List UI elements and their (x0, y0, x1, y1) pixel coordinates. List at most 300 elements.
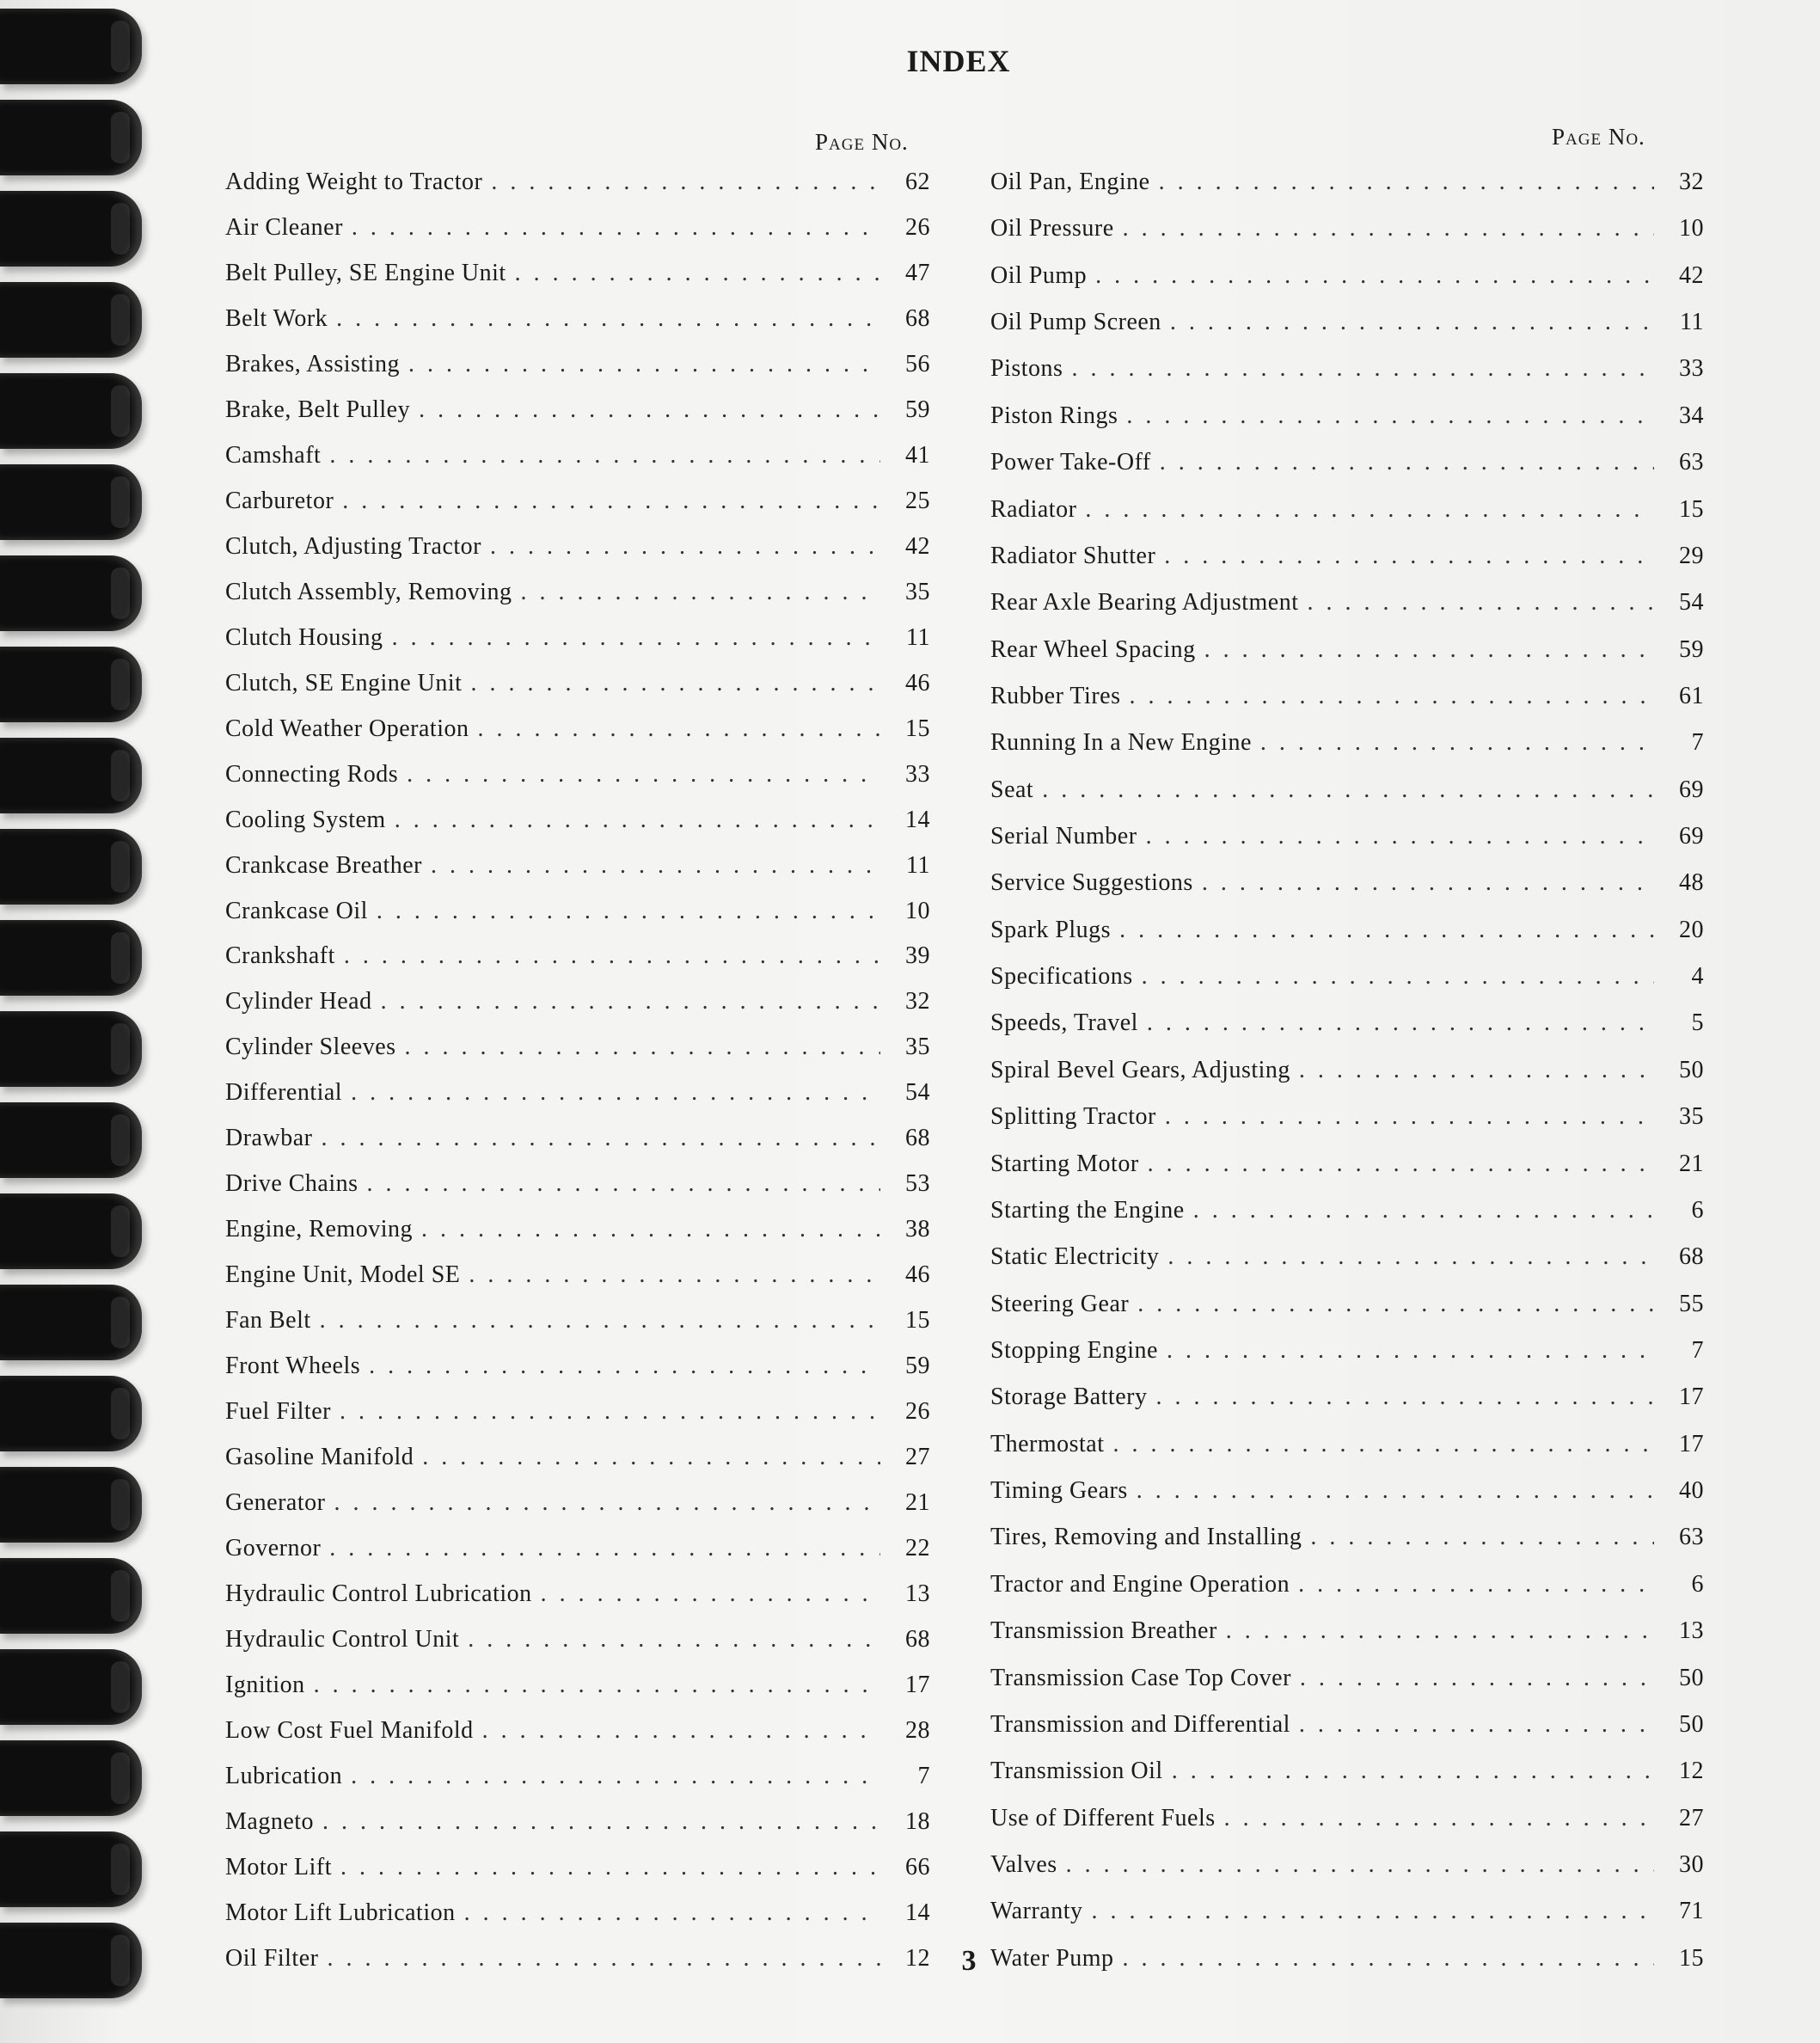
index-entry-page: 71 (1679, 1898, 1704, 1925)
index-entry-page: 33 (1679, 355, 1704, 383)
index-entry-label: Camshaft (225, 441, 322, 469)
index-entry-page: 27 (905, 1444, 930, 1471)
index-entry (225, 1530, 930, 1568)
dot-leader (491, 163, 880, 201)
binding-coil (0, 1558, 142, 1634)
dot-leader (1155, 1378, 1654, 1416)
index-entry (990, 1192, 1704, 1230)
index-entry-page: 32 (905, 988, 930, 1015)
dot-leader (1167, 1332, 1654, 1370)
index-entry-label: Oil Pump Screen (990, 309, 1161, 336)
index-entry (225, 1165, 930, 1203)
index-entry-page: 66 (905, 1853, 930, 1880)
index-entry (225, 437, 930, 475)
dot-leader (407, 756, 880, 794)
dot-leader (1260, 724, 1654, 762)
index-entry (990, 1004, 1704, 1042)
index-entry-page: 20 (1679, 916, 1704, 943)
binding-coil (0, 191, 142, 267)
index-entry-label: Crankcase Breather (225, 851, 422, 879)
index-entry-label: Steering Gear (990, 1290, 1130, 1317)
index-entry-label: Static Electricity (990, 1243, 1160, 1271)
index-entry-label: Running In a New Engine (990, 729, 1252, 757)
index-entry-label: Clutch, Adjusting Tractor (225, 532, 481, 560)
index-entry-page: 27 (1679, 1804, 1704, 1831)
index-entry (990, 444, 1704, 482)
index-entry-label: Oil Filter (225, 1944, 319, 1972)
dot-leader (320, 1302, 880, 1340)
dot-leader (340, 1849, 880, 1887)
index-entry-label: Front Wheels (225, 1353, 361, 1380)
dot-leader (1224, 1800, 1654, 1837)
index-entry (990, 958, 1704, 996)
index-entry-label: Clutch Housing (225, 623, 383, 651)
index-entry-page: 33 (905, 760, 930, 788)
index-entry-label: Cold Weather Operation (225, 715, 469, 742)
index-entry (990, 1706, 1704, 1744)
binding-coil (0, 555, 142, 631)
index-entry-page: 15 (1679, 1944, 1704, 1972)
index-entry-label: Tires, Removing and Installing (990, 1524, 1302, 1551)
dot-leader (464, 1894, 880, 1932)
index-entry-page: 69 (1679, 776, 1704, 803)
dot-leader (1066, 1846, 1654, 1884)
index-entry (990, 678, 1704, 715)
index-entry-page: 26 (905, 1398, 930, 1426)
index-entry (225, 482, 930, 520)
index-entry (225, 346, 930, 383)
index-entry-label: Valves (990, 1850, 1057, 1878)
index-entry-page: 34 (1679, 402, 1704, 429)
index-entry-page: 41 (905, 441, 930, 469)
dot-leader (408, 346, 880, 383)
index-entry-page: 15 (905, 1307, 930, 1334)
dot-leader (541, 1575, 880, 1613)
dot-leader (352, 209, 880, 247)
index-entry-page: 22 (905, 1535, 930, 1562)
index-entry (225, 1666, 930, 1704)
index-entry-label: Ignition (225, 1671, 305, 1698)
binding-coil (0, 1649, 142, 1725)
index-entry-label: Speeds, Travel (990, 1009, 1138, 1037)
index-entry-page: 62 (905, 169, 930, 195)
dot-leader (1170, 304, 1654, 341)
index-entry-page: 48 (1679, 869, 1704, 897)
index-entry (990, 818, 1704, 856)
index-entry-page: 14 (905, 1899, 930, 1926)
dot-leader (1310, 1518, 1654, 1556)
index-entry-page: 55 (1679, 1290, 1704, 1317)
dot-leader (329, 437, 880, 475)
index-entry (225, 1347, 930, 1385)
dot-leader (340, 1393, 880, 1431)
index-entry (225, 983, 930, 1021)
index-entry (225, 1758, 930, 1795)
index-entry-label: Warranty (990, 1898, 1083, 1925)
index-entry-page: 59 (1679, 635, 1704, 663)
index-entry-page: 42 (1679, 261, 1704, 289)
dot-leader (322, 1803, 880, 1841)
index-entry-page: 47 (905, 259, 930, 286)
dot-leader (1123, 210, 1654, 248)
index-entry-label: Air Cleaner (225, 213, 343, 241)
index-entry-label: Oil Pan, Engine (990, 169, 1150, 195)
index-entry-label: Cooling System (225, 806, 386, 833)
index-entry-label: Drawbar (225, 1125, 313, 1152)
index-entry-page: 35 (905, 1034, 930, 1061)
index-entry-label: Starting Motor (990, 1150, 1139, 1177)
index-entry-page: 12 (905, 1944, 930, 1972)
spiral-binding (0, 0, 163, 2043)
binding-coil (0, 100, 142, 175)
index-entry (990, 1518, 1704, 1556)
index-entry-label: Transmission Breather (990, 1617, 1217, 1645)
index-entry-label: Differential (225, 1079, 343, 1107)
index-entry (990, 1426, 1704, 1463)
index-entry-page: 11 (906, 851, 930, 879)
index-entry-page: 7 (1691, 729, 1704, 757)
index-entry-page: 12 (1679, 1758, 1704, 1785)
index-entry (990, 257, 1704, 295)
index-entry-label: Piston Rings (990, 402, 1118, 429)
index-entry (225, 574, 930, 611)
index-entry-label: Radiator Shutter (990, 542, 1156, 569)
index-entry-page: 6 (1691, 1570, 1704, 1598)
index-entry (990, 1145, 1704, 1183)
index-entry (990, 210, 1704, 248)
index-entry-label: Starting the Engine (990, 1196, 1185, 1224)
index-entry-label: Use of Different Fuels (990, 1804, 1216, 1831)
index-entry-page: 35 (1679, 1103, 1704, 1131)
index-entry-page: 11 (1680, 309, 1704, 336)
binding-coil (0, 1193, 142, 1269)
index-entry (225, 1894, 930, 1932)
dot-leader (1204, 631, 1654, 669)
index-entry (225, 1849, 930, 1887)
index-entry (990, 911, 1704, 949)
dot-leader (342, 482, 880, 520)
index-entry-page: 6 (1691, 1196, 1704, 1224)
index-entry (990, 724, 1704, 762)
index-entry-label: Storage Battery (990, 1383, 1148, 1411)
index-entry (225, 1120, 930, 1157)
dot-leader (1091, 1893, 1654, 1930)
dot-leader (477, 710, 880, 748)
index-entry-label: Clutch, SE Engine Unit (225, 669, 463, 696)
index-entry (225, 801, 930, 839)
index-entry (990, 1752, 1704, 1790)
dot-leader (1129, 678, 1654, 715)
index-entry (225, 1393, 930, 1431)
index-entry (225, 1256, 930, 1294)
index-entry (225, 893, 930, 930)
index-entry-page: 26 (905, 213, 930, 241)
index-entry (225, 847, 930, 885)
index-entry-page: 50 (1679, 1056, 1704, 1083)
dot-leader (469, 1256, 880, 1294)
binding-coil (0, 738, 142, 813)
binding-coil (0, 1467, 142, 1543)
index-entry (990, 584, 1704, 622)
index-entry-label: Rear Axle Bearing Adjustment (990, 589, 1299, 617)
index-entry-label: Low Cost Fuel Manifold (225, 1716, 474, 1744)
index-entry-page: 68 (905, 1125, 930, 1152)
index-entry (225, 665, 930, 702)
index-entry (990, 1098, 1704, 1136)
index-entry (990, 350, 1704, 388)
index-entry (990, 304, 1704, 341)
index-entry-label: Transmission Case Top Cover (990, 1664, 1291, 1691)
index-entry-label: Seat (990, 776, 1034, 803)
dot-leader (1160, 444, 1654, 482)
index-entry-page: 61 (1679, 682, 1704, 709)
index-entry (990, 1378, 1704, 1416)
index-entry-page: 40 (1679, 1477, 1704, 1505)
index-entry-label: Hydraulic Control Lubrication (225, 1580, 532, 1608)
index-entry-page: 54 (1679, 589, 1704, 617)
index-entry-page: 7 (1691, 1336, 1704, 1364)
dot-leader (520, 574, 880, 611)
index-entry-page: 30 (1679, 1850, 1704, 1878)
index-entry (225, 1803, 930, 1841)
index-entry-label: Spiral Bevel Gears, Adjusting (990, 1056, 1290, 1083)
dot-leader (1164, 537, 1654, 575)
dot-leader (1147, 1004, 1654, 1042)
binding-coil (0, 920, 142, 996)
index-entry-label: Specifications (990, 963, 1133, 991)
binding-coil (0, 1831, 142, 1907)
dot-leader (351, 1074, 880, 1112)
index-entry (990, 1332, 1704, 1370)
index-entry-label: Splitting Tractor (990, 1103, 1156, 1131)
index-entry (990, 1846, 1704, 1884)
dot-leader (377, 893, 880, 930)
index-entry-page: 13 (905, 1580, 930, 1608)
index-entry-page: 35 (905, 578, 930, 605)
index-entry-label: Adding Weight to Tractor (225, 169, 483, 195)
index-entry-page: 15 (1679, 495, 1704, 523)
index-entry-page: 46 (905, 1261, 930, 1289)
index-entry-label: Belt Pulley, SE Engine Unit (225, 259, 506, 286)
index-entry-page: 4 (1691, 963, 1704, 991)
index-entry-page: 10 (1679, 215, 1704, 242)
dot-leader (1300, 1660, 1654, 1697)
index-entry-page: 15 (905, 715, 930, 742)
index-entry-page: 21 (1679, 1150, 1704, 1177)
index-entry (225, 300, 930, 338)
dot-leader (334, 1484, 880, 1522)
index-entry-label: Brakes, Assisting (225, 350, 400, 377)
index-entry-label: Service Suggestions (990, 869, 1193, 897)
index-entry-page: 14 (905, 806, 930, 833)
index-entry (225, 1439, 930, 1476)
index-entry-label: Cylinder Head (225, 988, 372, 1015)
index-entry-page: 10 (905, 897, 930, 924)
index-entry-label: Fan Belt (225, 1307, 311, 1334)
index-entry-label: Thermostat (990, 1430, 1105, 1457)
index-entry-page: 54 (905, 1079, 930, 1107)
binding-coil (0, 373, 142, 449)
index-entry (225, 1575, 930, 1613)
index-entry-page: 11 (906, 623, 930, 651)
index-entry-label: Stopping Engine (990, 1336, 1158, 1364)
dot-leader (367, 1165, 880, 1203)
index-entry-page: 17 (1679, 1430, 1704, 1457)
index-entry-label: Governor (225, 1535, 322, 1562)
index-entry-label: Rear Wheel Spacing (990, 635, 1196, 663)
index-entry-page: 25 (905, 487, 930, 514)
index-entry-page: 68 (1679, 1243, 1704, 1271)
index-entry-label: Timing Gears (990, 1477, 1128, 1505)
index-entry-page: 53 (905, 1170, 930, 1198)
index-entry-page: 68 (905, 304, 930, 332)
index-entry-label: Transmission and Differential (990, 1710, 1290, 1738)
dot-leader (1193, 1192, 1654, 1230)
index-entry-label: Hydraulic Control Unit (225, 1626, 460, 1653)
index-entry-page: 46 (905, 669, 930, 696)
index-entry-page: 63 (1679, 1524, 1704, 1551)
index-entry (225, 255, 930, 292)
dot-leader (490, 528, 880, 566)
index-entry (225, 528, 930, 566)
index-entry-label: Serial Number (990, 823, 1137, 850)
index-entry (990, 537, 1704, 575)
index-entry (225, 1028, 930, 1066)
index-entry (225, 391, 930, 429)
index-entry-label: Engine, Removing (225, 1216, 413, 1243)
index-entry (990, 1893, 1704, 1930)
dot-leader (329, 1530, 880, 1568)
index-entry-label: Oil Pressure (990, 215, 1114, 242)
dot-leader (314, 1666, 880, 1704)
binding-coil (0, 829, 142, 905)
dot-leader (1146, 818, 1654, 856)
binding-coil (0, 1285, 142, 1360)
index-entry (225, 937, 930, 975)
dot-leader (421, 1211, 880, 1248)
index-entry-label: Carburetor (225, 487, 334, 514)
index-entry-label: Crankcase Oil (225, 897, 368, 924)
index-entry-page: 59 (905, 396, 930, 423)
dot-leader (351, 1758, 880, 1795)
index-entry (990, 1566, 1704, 1604)
dot-leader (395, 801, 880, 839)
index-entry-label: Connecting Rods (225, 760, 399, 788)
dot-leader (1159, 163, 1654, 201)
index-entry-label: Gasoline Manifold (225, 1444, 414, 1471)
index-entry (225, 1302, 930, 1340)
index-entry (990, 1612, 1704, 1650)
index-entry (990, 1800, 1704, 1837)
dot-leader (344, 937, 880, 975)
index-entry (225, 1712, 930, 1750)
dot-leader (1119, 911, 1654, 949)
index-entry (225, 1484, 930, 1522)
index-entry-page: 59 (905, 1353, 930, 1380)
index-entry-label: Spark Plugs (990, 916, 1112, 943)
index-entry (225, 1621, 930, 1659)
index-entry-page: 32 (1679, 169, 1704, 195)
dot-leader (1071, 350, 1654, 388)
dot-leader (1126, 397, 1654, 435)
index-entry (990, 864, 1704, 902)
dot-leader (405, 1028, 880, 1066)
index-entry-page: 50 (1679, 1710, 1704, 1738)
index-entry-page: 56 (905, 350, 930, 377)
index-entry-label: Engine Unit, Model SE (225, 1261, 461, 1289)
index-entry-page: 39 (905, 942, 930, 970)
dot-leader (1226, 1612, 1654, 1650)
dot-leader (1148, 1145, 1654, 1183)
dot-leader (336, 300, 880, 338)
dot-leader (1299, 1706, 1654, 1744)
right-column-header: Page No. (1552, 124, 1645, 150)
index-entry-label: Tractor and Engine Operation (990, 1570, 1290, 1598)
dot-leader (1113, 1426, 1654, 1463)
dot-leader (369, 1347, 880, 1385)
index-entry-label: Power Take-Off (990, 449, 1151, 476)
index-entry-page: 5 (1691, 1009, 1704, 1037)
index-entry-page: 7 (917, 1762, 930, 1789)
binding-coil (0, 1740, 142, 1816)
index-entry (990, 1285, 1704, 1323)
dot-leader (392, 619, 880, 657)
index-entry-page: 21 (905, 1489, 930, 1517)
index-entry (990, 631, 1704, 669)
index-entry-page: 17 (905, 1671, 930, 1698)
binding-coil (0, 1011, 142, 1087)
dot-leader (431, 847, 880, 885)
dot-leader (1299, 1052, 1654, 1089)
index-entry-label: Clutch Assembly, Removing (225, 578, 512, 605)
index-entry (990, 1238, 1704, 1276)
dot-leader (419, 391, 880, 429)
index-entry-label: Crankshaft (225, 942, 335, 970)
index-entry (990, 771, 1704, 809)
index-entry (990, 397, 1704, 435)
dot-leader (1165, 1098, 1654, 1136)
dot-leader (1042, 771, 1654, 809)
dot-leader (1142, 958, 1654, 996)
index-entry-label: Motor Lift Lubrication (225, 1899, 456, 1926)
dot-leader (1095, 257, 1654, 295)
dot-leader (1298, 1566, 1654, 1604)
dot-leader (1202, 864, 1654, 902)
index-entry-label: Fuel Filter (225, 1398, 331, 1426)
left-column-header: Page No. (815, 129, 909, 155)
index-entry-label: Belt Work (225, 304, 328, 332)
dot-leader (1308, 584, 1655, 622)
dot-leader (1167, 1238, 1654, 1276)
binding-coil (0, 647, 142, 722)
index-entry-page: 29 (1679, 542, 1704, 569)
binding-coil (0, 282, 142, 358)
index-entry-label: Generator (225, 1489, 326, 1517)
index-entry-label: Lubrication (225, 1762, 343, 1789)
index-entry (225, 163, 930, 201)
binding-coil (0, 1376, 142, 1451)
index-entry (225, 710, 930, 748)
index-entry-label: Magneto (225, 1807, 315, 1835)
index-entry (990, 1660, 1704, 1697)
index-entry (990, 491, 1704, 529)
page-title: INDEX (906, 44, 1011, 78)
index-entry (225, 1211, 930, 1248)
index-entry-page: 38 (905, 1216, 930, 1243)
index-entry-label: Motor Lift (225, 1853, 332, 1880)
dot-leader (468, 1621, 880, 1659)
index-entry (225, 1074, 930, 1112)
